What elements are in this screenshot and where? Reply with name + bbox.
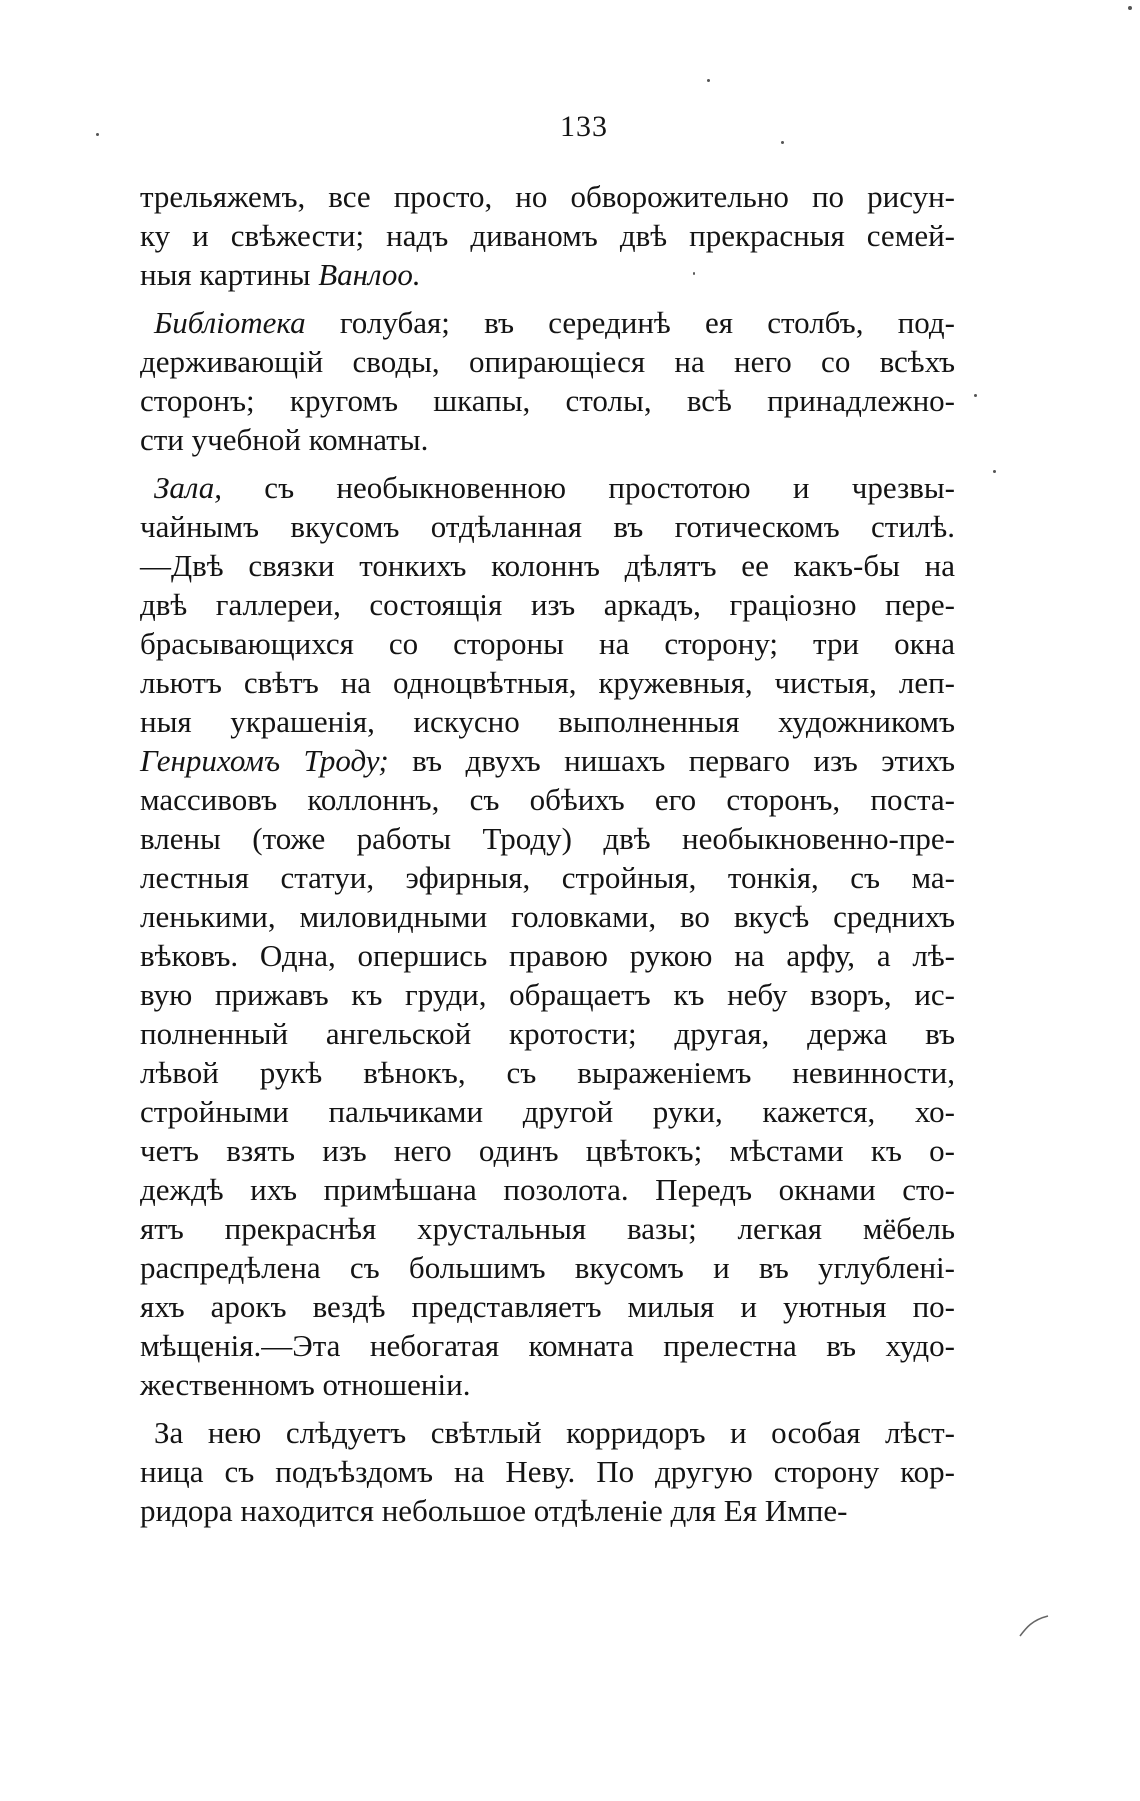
text-line [140, 255, 955, 294]
text-run: въ двухъ нишахъ перваго изъ этихъ [388, 743, 955, 778]
text-line [140, 624, 955, 663]
paragraph-gap [140, 459, 955, 468]
text-line [140, 1365, 955, 1404]
scan-speck [781, 141, 784, 144]
text-line [140, 858, 955, 897]
text-run: лѣвой рукѣ вѣнокъ, съ выраженіемъ невинности, [140, 1055, 955, 1090]
text-line [140, 507, 955, 546]
text-line [140, 1287, 955, 1326]
italic-text: Ванлоо. [318, 257, 421, 292]
text-line [140, 1209, 955, 1248]
text-run: яхъ арокъ вездѣ представляетъ милыя и уютныя по- [140, 1289, 955, 1324]
text-run: брасывающихся со стороны на сторону; три окна [140, 626, 955, 661]
text-run: распредѣлена съ большимъ вкусомъ и въ углубленi- [140, 1250, 955, 1285]
text-line [140, 381, 955, 420]
text-line [140, 1053, 955, 1092]
text-run: вую прижавъ къ груди, обращаетъ къ небу взоръ, ис- [140, 977, 955, 1012]
text-run: деждѣ ихъ примѣшана позолота. Передъ окнами сто- [140, 1172, 955, 1207]
text-run: мѣщенiя.—Эта небогатая комната прелестна въ худо- [140, 1328, 955, 1363]
scan-speck [993, 470, 996, 473]
body-text [140, 177, 955, 1530]
text-line [140, 819, 955, 858]
italic-text: Генрихомъ Троду; [140, 743, 389, 778]
text-run: трельяжемъ, все просто, но обворожительно по рисун- [140, 179, 955, 214]
text-line [140, 1248, 955, 1287]
scan-speck [1128, 6, 1132, 10]
text-line [140, 663, 955, 702]
text-line [140, 780, 955, 819]
text-run: ленькими, миловидными головками, во вкусѣ среднихъ [140, 899, 955, 934]
text-run: полненный ангельской кротости; другая, держа въ [140, 1016, 955, 1051]
text-line [140, 303, 955, 342]
text-line [140, 1413, 955, 1452]
text-run: держивающій своды, опирающіеся на него со всѣхъ [140, 344, 955, 379]
text-run: вѣковъ. Одна, опершись правою рукою на арфу, а лѣ- [140, 938, 955, 973]
text-run: чайнымъ вкусомъ отдѣланная въ готическомъ стилѣ. [140, 509, 955, 544]
text-line [140, 1014, 955, 1053]
text-line [140, 702, 955, 741]
text-run: двѣ галлереи, состоящія изъ аркадъ, граціозно пере- [140, 587, 955, 622]
text-line [140, 546, 955, 585]
text-line [140, 1326, 955, 1365]
italic-text: Зала, [154, 470, 222, 505]
text-line [140, 936, 955, 975]
text-run: —Двѣ связки тонкихъ колоннъ дѣлятъ ее какъ-бы на [140, 548, 955, 583]
text-run: ридора находится небольшое отдѣленіе для Ея Импе- [140, 1493, 848, 1528]
text-run: сторонъ; кругомъ шкапы, столы, всѣ принадлежно- [140, 383, 955, 418]
text-line [140, 897, 955, 936]
text-run: влены (тоже работы Троду) двѣ необыкновенно-пре- [140, 821, 955, 856]
scan-mark [1018, 1610, 1052, 1638]
text-line [140, 1452, 955, 1491]
text-run: льютъ свѣтъ на одноцвѣтныя, кружевныя, чистыя, леп- [140, 665, 955, 700]
text-run: голубая; въ серединѣ ея столбъ, под- [305, 305, 955, 340]
text-run: лестныя статуи, эфирныя, стройныя, тонкія, съ ма- [140, 860, 955, 895]
text-run: ку и свѣжести; надъ диваномъ двѣ прекрасныя семей- [140, 218, 955, 253]
scan-speck [96, 133, 99, 136]
text-line [140, 1491, 955, 1530]
italic-text: Библіотека [154, 305, 306, 340]
text-line [140, 741, 955, 780]
text-run: ныя картины [140, 257, 319, 292]
text-run: За нею слѣдуетъ свѣтлый корридоръ и особая лѣст- [154, 1415, 955, 1450]
text-line [140, 1131, 955, 1170]
text-run: ница съ подъѣздомъ на Неву. По другую сторону кор- [140, 1454, 955, 1489]
text-run: стройными пальчиками другой руки, кажется, хо- [140, 1094, 955, 1129]
text-run: ныя украшенія, искусно выполненныя художникомъ [140, 704, 955, 739]
text-line [140, 585, 955, 624]
text-line [140, 468, 955, 507]
scan-speck [707, 79, 710, 82]
text-run: съ необыкновенною простотою и чрезвы- [222, 470, 955, 505]
text-run: массивовъ коллоннъ, съ обѣихъ его сторонъ, поста- [140, 782, 955, 817]
text-line [140, 1092, 955, 1131]
scan-speck [974, 394, 977, 397]
text-run: четъ взять изъ него одинъ цвѣтокъ; мѣстами къ о- [140, 1133, 955, 1168]
paragraph-gap [140, 1404, 955, 1413]
text-line [140, 216, 955, 255]
text-line [140, 342, 955, 381]
text-line [140, 1170, 955, 1209]
text-run: жественномъ отношенiи. [140, 1367, 471, 1402]
text-run: сти учебной комнаты. [140, 422, 429, 457]
paragraph-gap [140, 294, 955, 303]
text-run: ятъ прекраснѣя хрустальныя вазы; легкая мёбель [140, 1211, 955, 1246]
scan-speck [693, 272, 695, 275]
text-line [140, 975, 955, 1014]
text-line [140, 420, 955, 459]
page-number: 133 [560, 110, 608, 143]
text-line [140, 177, 955, 216]
